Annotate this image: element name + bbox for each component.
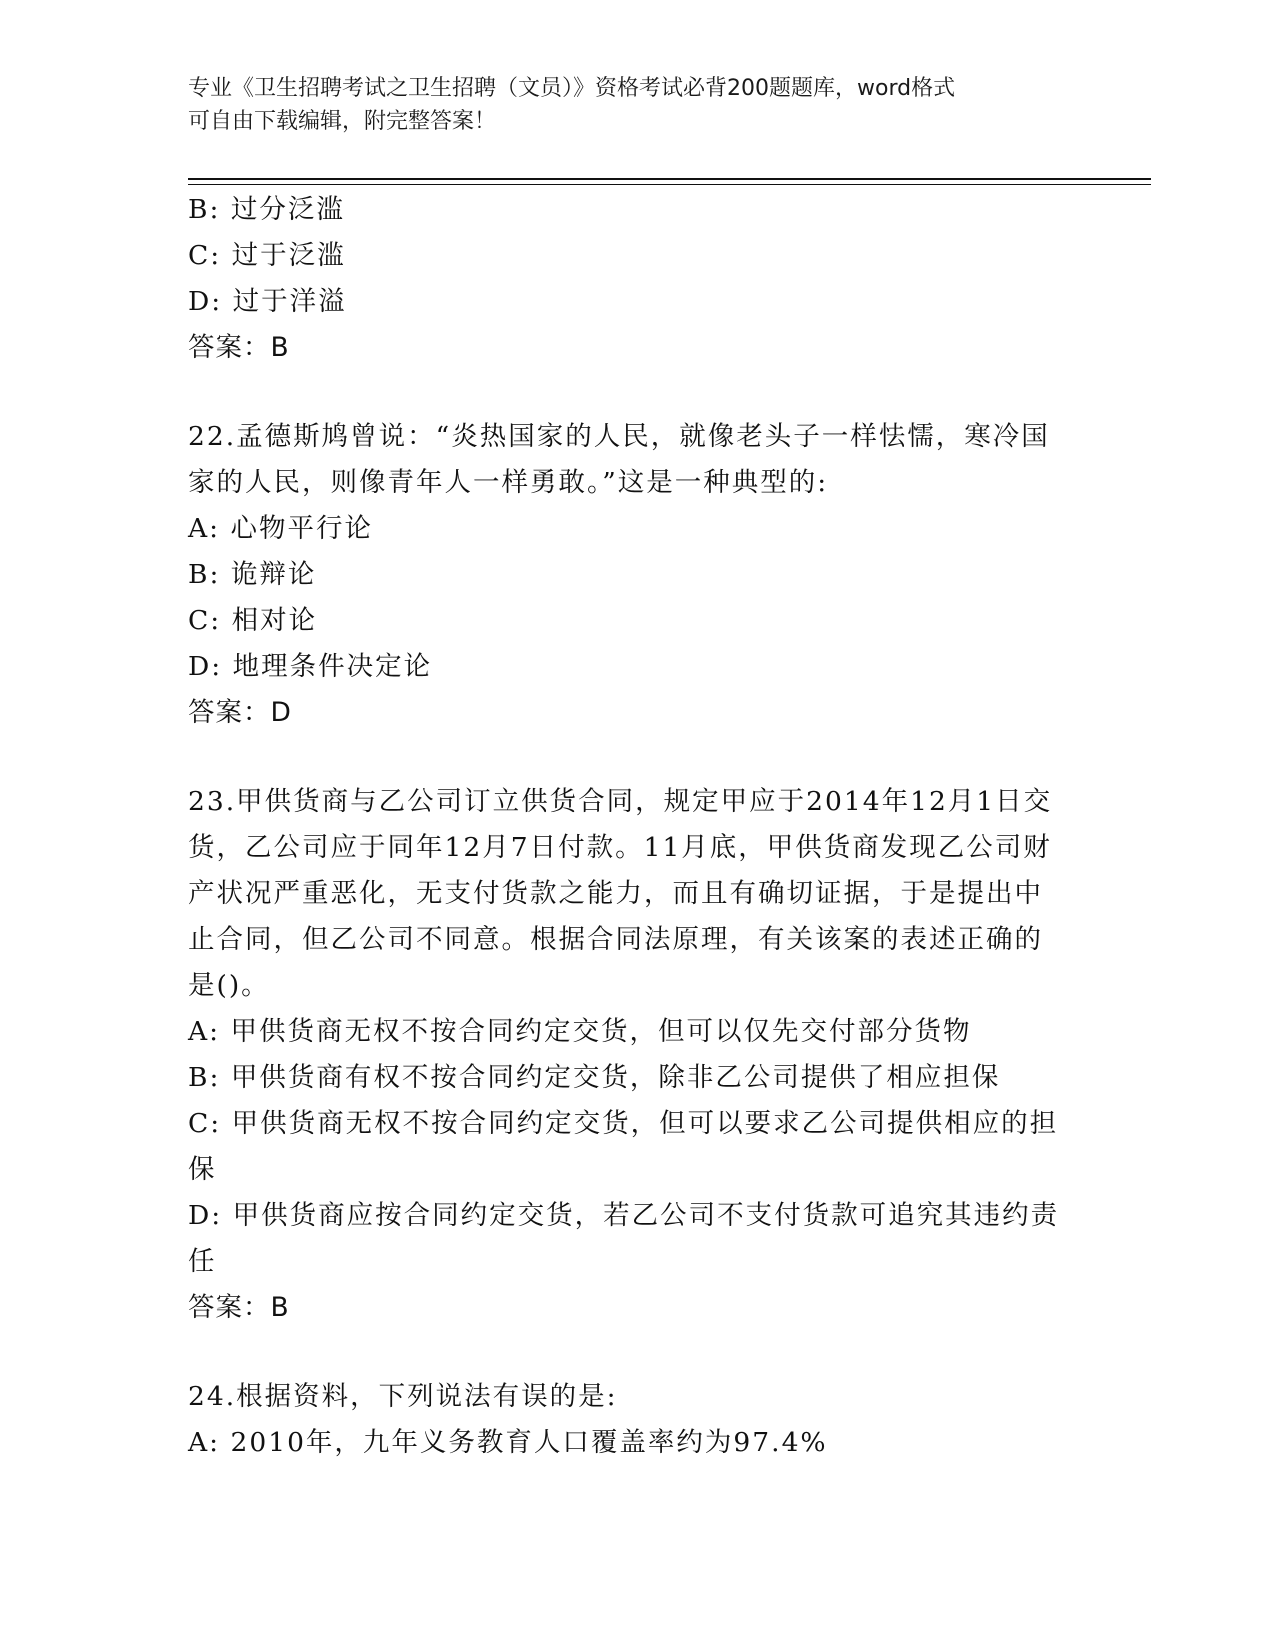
- question-spacer: [188, 371, 1088, 414]
- option-a: A: 心物平行论: [188, 513, 373, 544]
- answer-line: 答案：B: [188, 1292, 290, 1323]
- question-stem-line: 家的人民，则像青年人一样勇敢。”这是一种典型的:: [188, 467, 829, 498]
- header-divider-thick: [188, 178, 1151, 180]
- option-b: B: 诡辩论: [188, 559, 317, 590]
- option-a: A: 2010年，九年义务教育人口覆盖率约为97.4%: [188, 1427, 828, 1458]
- option-c: C: 甲供货商无权不按合同约定交货，但可以要求乙公司提供相应的担: [188, 1108, 1059, 1139]
- header-title-line-1: 专业《卫生招聘考试之卫生招聘（文员）》资格考试必背200题题库，word格式: [188, 76, 956, 101]
- header-title-line-2: 可自由下载编辑，附完整答案！: [188, 109, 497, 134]
- page-header: [188, 72, 1088, 138]
- option-a: A: 甲供货商无权不按合同约定交货，但可以仅先交付部分货物: [188, 1016, 972, 1047]
- question-stem-line: 货，乙公司应于同年12月7日付款。11月底，甲供货商发现乙公司财: [188, 832, 1052, 863]
- question-stem-line: 是()。: [188, 970, 270, 1001]
- option-b: B: 甲供货商有权不按合同约定交货，除非乙公司提供了相应担保: [188, 1062, 1001, 1093]
- question-list: [188, 187, 1088, 1466]
- option-c: C: 过于泛滥: [188, 240, 346, 271]
- option-d: D: 甲供货商应按合同约定交货，若乙公司不支付货款可追究其违约责: [188, 1200, 1060, 1231]
- option-c: C: 相对论: [188, 605, 318, 636]
- option-d: D: 地理条件决定论: [188, 651, 433, 682]
- question-24: [188, 1374, 1088, 1466]
- question-22: [188, 414, 1088, 736]
- question-spacer: [188, 736, 1088, 779]
- option-b: B: 过分泛滥: [188, 194, 345, 225]
- option-d-continued: 任: [188, 1246, 217, 1277]
- answer-line: 答案：D: [188, 697, 292, 728]
- header-divider-thin: [188, 184, 1151, 185]
- question-stem-line: 产状况严重恶化，无支付货款之能力，而且有确切证据，于是提出中: [188, 878, 1043, 909]
- option-c-continued: 保: [188, 1154, 217, 1185]
- question-stem-line: 24.根据资料，下列说法有误的是:: [188, 1381, 618, 1412]
- question-23: [188, 779, 1088, 1331]
- question-stem-line: 23.甲供货商与乙公司订立供货合同，规定甲应于2014年12月1日交: [188, 786, 1053, 817]
- answer-line: 答案：B: [188, 332, 290, 363]
- question-spacer: [188, 1331, 1088, 1374]
- question-stem-line: 止合同，但乙公司不同意。根据合同法原理，有关该案的表述正确的: [188, 924, 1043, 955]
- option-d: D: 过于洋溢: [188, 286, 347, 317]
- question-stem-line: 22.孟德斯鸠曾说：“炎热国家的人民，就像老头子一样怯懦，寒冷国: [188, 421, 1050, 452]
- question-21-tail: [188, 187, 1088, 371]
